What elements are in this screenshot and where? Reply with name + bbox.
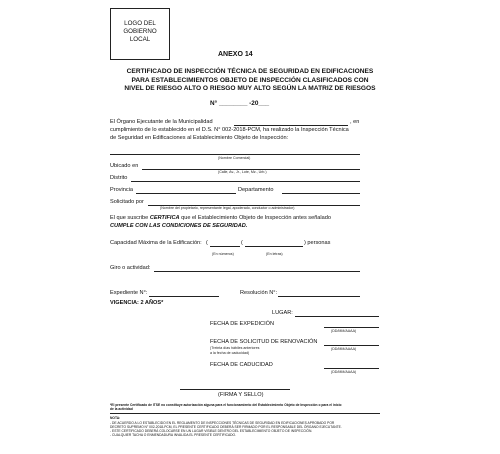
nota-item: - CUALQUIER TACHA O ENMENDADURA INVALIDA EL PRESENTE CERTIFICADO. xyxy=(110,433,237,437)
intro-line-1-end: , en xyxy=(350,119,360,125)
ubicado-label: Ubicado en xyxy=(110,163,139,169)
certifica-rest: que el Establecimiento Objeto de Inspección antes señalado xyxy=(181,215,331,221)
provincia-field-line[interactable] xyxy=(136,193,236,194)
fecha-caducidad-field-line[interactable] xyxy=(324,368,379,369)
logo-line: LOCAL xyxy=(129,36,151,43)
nota-item: - ESTE CERTIFICADO DEBERÁ COLOCARSE EN UN LUGAR VISIBLE DENTRO DEL ESTABLECIMIENTO OBJETO DE INSPECCIÓN. xyxy=(110,429,313,433)
distrito-field-line[interactable] xyxy=(131,181,360,182)
capacidad-letters-caption: (En letras) xyxy=(266,252,283,256)
capacidad-open-paren: ( xyxy=(206,240,208,246)
fecha-solicitud-note-2: a la fecha de caducidad) xyxy=(210,351,250,355)
distrito-label: Distrito xyxy=(110,175,128,181)
fecha-expedicion-field-line[interactable] xyxy=(324,327,379,328)
giro-label: Giro o actividad: xyxy=(110,265,151,271)
municipalidad-field-line[interactable] xyxy=(234,125,348,126)
fecha-solicitud-format: (DD/MM/AAAA) xyxy=(331,347,357,351)
capacidad-open-paren-2: ( xyxy=(241,240,243,246)
giro-field-line[interactable] xyxy=(154,271,360,272)
fecha-solicitud-field-line[interactable] xyxy=(324,345,379,346)
nota-item: - DE ACUERDO A LO ESTABLECIDO EN EL REGLAMENTO DE INSPECCIONES TÉCNICAS DE SEGURIDAD EN EDIFICACIONES APROBADO POR xyxy=(110,421,335,425)
fecha-solicitud-label: FECHA DE SOLICITUD DE RENOVACIÓN xyxy=(210,339,318,345)
capacidad-numbers-field-line[interactable] xyxy=(210,246,240,247)
capacidad-letters-field-line[interactable] xyxy=(245,246,303,247)
logo-placeholder xyxy=(110,8,170,60)
expediente-label: Expediente N°: xyxy=(110,290,148,296)
expediente-field-line[interactable] xyxy=(149,296,219,297)
resolucion-label: Resolución N°: xyxy=(240,290,278,296)
intro-line-1: El Órgano Ejecutante de la Municipalidad xyxy=(110,119,213,125)
solicitado-caption: (Nombre del propietario, representante legal, apoderado, conductor o administrador) xyxy=(160,206,295,210)
ubicado-caption: (Calle, Av., Jr., Lote, Mz., Urb.) xyxy=(218,170,267,174)
certifica-prefix: El que suscribe xyxy=(110,215,149,221)
firma-field-line[interactable] xyxy=(180,389,290,390)
solicitado-label: Solicitado por xyxy=(110,199,144,205)
logo-line: LOGO DEL xyxy=(124,20,156,27)
nota-title: NOTA: xyxy=(110,416,121,420)
fecha-caducidad-label: FECHA DE CADUCIDAD xyxy=(210,362,273,368)
resolucion-field-line[interactable] xyxy=(278,296,360,297)
firma-caption: (FIRMA Y SELLO) xyxy=(218,392,264,398)
capacidad-numbers-caption: (En números) xyxy=(212,252,234,256)
certificate-number: N° ________ -20___ xyxy=(210,100,270,107)
nota-item: DECRETO SUPREMO N° 002-2018-PCM, EL PRESENTE CERTIFICADO DEBERÁ SER FIRMADO POR EL RESPONSABLE DEL ÓRGANO EJECUTANTE. xyxy=(110,425,342,429)
intro-line-3: de Seguridad en Edificaciones al Establecimiento Objeto de Inspección: xyxy=(110,135,289,141)
certifica-line-2: CUMPLE CON LAS CONDICIONES DE SEGURIDAD. xyxy=(110,223,248,229)
fecha-expedicion-format: (DD/MM/AAAA) xyxy=(331,329,357,333)
capacidad-label: Capacidad Máxima de la Edificación: xyxy=(110,240,202,246)
fecha-caducidad-format: (DD/MM/AAAA) xyxy=(331,370,357,374)
title-line: NIVEL DE RIESGO ALTO O RIESGO MUY ALTO SEGÚN LA MATRIZ DE RIESGOS xyxy=(124,85,376,92)
certifica-line-1 xyxy=(110,215,331,221)
anexo-heading: ANEXO 14 xyxy=(218,51,253,58)
title-line: PARA ESTABLECIMIENTOS OBJETO DE INSPECCIÓN CLASIFICADOS CON xyxy=(131,76,369,84)
title-line: CERTIFICADO DE INSPECCIÓN TÉCNICA DE SEGURIDAD EN EDIFICACIONES xyxy=(126,68,374,75)
certifica-word: CERTIFICA xyxy=(149,215,180,221)
provincia-label: Provincia xyxy=(110,187,134,193)
departamento-field-line[interactable] xyxy=(282,193,360,194)
footnote-line-1: *El presente Certificado de ITSE no constituye autorización alguna para el funcionamiento del Establecimiento Objeto de Inspección o para el inicio xyxy=(110,403,342,407)
fecha-solicitud-note-1: (Treinta días hábiles anteriores xyxy=(210,346,260,350)
vigencia: VIGENCIA: 2 AÑOS* xyxy=(110,300,164,306)
logo-text xyxy=(111,20,169,44)
fecha-expedicion-label: FECHA DE EXPEDICIÓN xyxy=(210,321,275,327)
capacidad-close-paren: ) personas xyxy=(304,240,331,246)
notes-divider xyxy=(110,413,380,414)
footnote-line-2: de la actividad xyxy=(110,407,133,411)
intro-line-2: cumplimiento de lo establecido en el D.S. N° 002-2018-PCM, ha realizado la Inspección Técnica xyxy=(110,127,349,133)
nombre-comercial-caption: (Nombre Comercial) xyxy=(218,156,251,160)
lugar-field-line[interactable] xyxy=(295,316,379,317)
nombre-comercial-field-line[interactable] xyxy=(110,154,360,155)
document-title xyxy=(106,68,394,94)
lugar-label: LUGAR: xyxy=(272,310,293,316)
logo-line: GOBIERNO xyxy=(123,28,157,35)
departamento-label: Departamento xyxy=(238,187,274,193)
